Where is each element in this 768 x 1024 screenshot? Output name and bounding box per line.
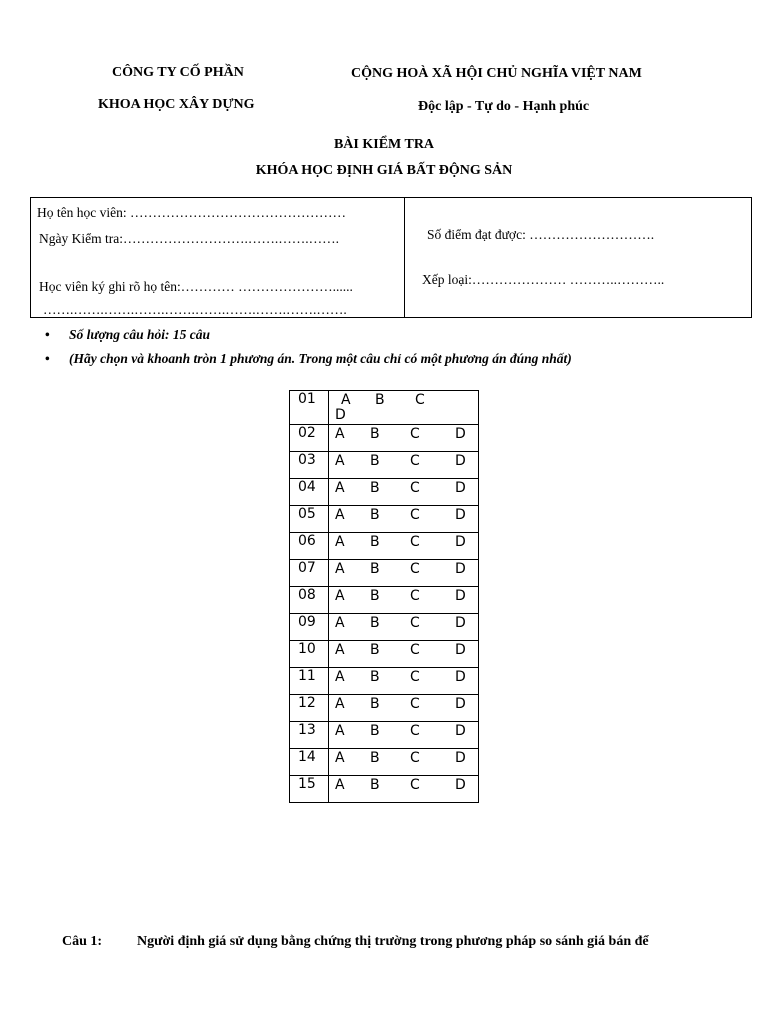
- rating-field[interactable]: Xếp loại:………………… ………..………..: [422, 272, 665, 287]
- question-1-label: Câu 1:: [62, 934, 103, 949]
- info-box-divider: [404, 198, 405, 317]
- answer-option-d[interactable]: D: [455, 507, 466, 523]
- answer-options-cell: [329, 614, 479, 641]
- answer-option-d[interactable]: D: [455, 588, 466, 604]
- answer-row: [290, 695, 479, 722]
- answer-option-b[interactable]: B: [370, 669, 380, 685]
- answer-option-d[interactable]: D: [455, 696, 466, 712]
- signature-field-continued[interactable]: …….…….…….…….…….…….…….…….…….…….: [43, 302, 347, 317]
- answer-option-c[interactable]: C: [410, 453, 420, 469]
- answer-option-d[interactable]: D: [455, 642, 466, 658]
- answer-row: [290, 533, 479, 560]
- answer-option-b[interactable]: B: [370, 696, 380, 712]
- question-number: 02: [290, 425, 329, 452]
- answer-option-d[interactable]: D: [455, 750, 466, 766]
- answer-options-cell: [329, 560, 479, 587]
- answer-option-d[interactable]: D: [455, 453, 466, 469]
- answer-sheet-table: [289, 390, 479, 803]
- answer-option-b[interactable]: B: [370, 642, 380, 658]
- answer-row: [290, 749, 479, 776]
- answer-option-b[interactable]: B: [370, 750, 380, 766]
- answer-option-b[interactable]: B: [370, 777, 380, 793]
- answer-option-b[interactable]: B: [375, 392, 385, 408]
- answer-option-b[interactable]: B: [370, 453, 380, 469]
- score-field[interactable]: Số điểm đạt được: ……………………….: [427, 227, 655, 242]
- answer-options-cell: [329, 749, 479, 776]
- answer-option-b[interactable]: B: [370, 588, 380, 604]
- answer-option-b[interactable]: B: [370, 507, 380, 523]
- answer-row: [290, 506, 479, 533]
- exam-title: BÀI KIỂM TRA: [333, 137, 435, 152]
- answer-option-a[interactable]: A: [335, 426, 345, 442]
- answer-option-a[interactable]: A: [335, 642, 345, 658]
- answer-option-c[interactable]: C: [410, 750, 420, 766]
- answer-option-c[interactable]: C: [410, 588, 420, 604]
- answer-row: [290, 425, 479, 452]
- answer-option-d[interactable]: D: [455, 723, 466, 739]
- answer-row: [290, 641, 479, 668]
- answer-option-d[interactable]: D: [455, 615, 466, 631]
- answer-row: [290, 560, 479, 587]
- answer-option-c[interactable]: C: [410, 696, 420, 712]
- answer-option-c[interactable]: C: [410, 561, 420, 577]
- question-number: 04: [290, 479, 329, 506]
- exam-date-field[interactable]: Ngày Kiểm tra:……………………….…….…….…….: [39, 231, 339, 246]
- question-number: 11: [290, 668, 329, 695]
- answer-options-cell: [329, 452, 479, 479]
- question-number: 13: [290, 722, 329, 749]
- answer-option-c[interactable]: C: [410, 507, 420, 523]
- answer-option-d[interactable]: D: [455, 669, 466, 685]
- question-number: 10: [290, 641, 329, 668]
- answer-option-d[interactable]: D: [455, 561, 466, 577]
- question-count-text: Số lượng câu hỏi: 15 câu: [69, 327, 210, 342]
- answer-options-cell: [329, 391, 479, 425]
- answer-option-d[interactable]: D: [455, 777, 466, 793]
- answer-options-cell: [329, 587, 479, 614]
- answer-option-a[interactable]: A: [335, 534, 345, 550]
- signature-field[interactable]: Học viên ký ghi rõ họ tên:………… …………………......: [39, 279, 353, 294]
- question-number: 07: [290, 560, 329, 587]
- answer-option-a[interactable]: A: [341, 392, 351, 408]
- answer-row: [290, 479, 479, 506]
- answer-options-cell: [329, 668, 479, 695]
- answer-option-c[interactable]: C: [410, 534, 420, 550]
- course-title: KHÓA HỌC ĐỊNH GIÁ BẤT ĐỘNG SẢN: [255, 163, 513, 178]
- answer-option-c[interactable]: C: [410, 669, 420, 685]
- question-number: 12: [290, 695, 329, 722]
- question-number: 08: [290, 587, 329, 614]
- answer-row: [290, 614, 479, 641]
- answer-option-a[interactable]: A: [335, 696, 345, 712]
- answer-option-a[interactable]: A: [335, 777, 345, 793]
- answer-options-cell: [329, 533, 479, 560]
- bullet-dot: •: [45, 327, 50, 342]
- answer-row: [290, 587, 479, 614]
- answer-row: [290, 452, 479, 479]
- answer-option-c[interactable]: C: [415, 392, 425, 408]
- answer-option-d[interactable]: D: [335, 407, 346, 423]
- answer-option-a[interactable]: A: [335, 669, 345, 685]
- answer-option-a[interactable]: A: [335, 588, 345, 604]
- question-number: 14: [290, 749, 329, 776]
- question-number: 01: [290, 391, 329, 425]
- bullet-dot: •: [45, 351, 50, 366]
- company-name-line2: KHOA HỌC XÂY DỰNG: [98, 97, 255, 112]
- nation-motto: Độc lập - Tự do - Hạnh phúc: [418, 99, 590, 114]
- answer-option-b[interactable]: B: [370, 723, 380, 739]
- answer-option-b[interactable]: B: [370, 561, 380, 577]
- answer-row: [290, 668, 479, 695]
- answer-options-cell: [329, 425, 479, 452]
- answer-options-cell: [329, 695, 479, 722]
- instruction-note-text: (Hãy chọn và khoanh tròn 1 phương án. Trong một câu chỉ có một phương án đúng nhất): [69, 351, 572, 366]
- question-1-text: Người định giá sử dụng bằng chứng thị trường trong phương pháp so sánh giá bán để: [137, 934, 649, 949]
- answer-options-cell: [329, 776, 479, 803]
- answer-option-b[interactable]: B: [370, 615, 380, 631]
- answer-option-a[interactable]: A: [335, 507, 345, 523]
- nation-title: CỘNG HOÀ XÃ HỘI CHỦ NGHĨA VIỆT NAM: [351, 66, 642, 81]
- answer-options-cell: [329, 506, 479, 533]
- company-name-line1: CÔNG TY CỐ PHẦN: [112, 65, 244, 80]
- answer-option-c[interactable]: C: [410, 777, 420, 793]
- answer-option-d[interactable]: D: [455, 426, 466, 442]
- answer-options-cell: [329, 479, 479, 506]
- question-number: 15: [290, 776, 329, 803]
- answer-option-c[interactable]: C: [410, 426, 420, 442]
- question-number: 06: [290, 533, 329, 560]
- answer-option-b[interactable]: B: [370, 534, 380, 550]
- answer-options-cell: [329, 722, 479, 749]
- question-number: 03: [290, 452, 329, 479]
- answer-option-c[interactable]: C: [410, 480, 420, 496]
- answer-option-a[interactable]: A: [335, 723, 345, 739]
- answer-option-b[interactable]: B: [370, 426, 380, 442]
- answer-option-c[interactable]: C: [410, 723, 420, 739]
- answer-option-d[interactable]: D: [455, 480, 466, 496]
- answer-option-b[interactable]: B: [370, 480, 380, 496]
- answer-option-a[interactable]: A: [335, 615, 345, 631]
- question-number: 05: [290, 506, 329, 533]
- answer-row: [290, 391, 479, 425]
- answer-option-a[interactable]: A: [335, 561, 345, 577]
- answer-option-c[interactable]: C: [410, 615, 420, 631]
- answer-row: [290, 776, 479, 803]
- answer-option-a[interactable]: A: [335, 453, 345, 469]
- student-info-box: [30, 197, 752, 318]
- answer-option-a[interactable]: A: [335, 750, 345, 766]
- answer-option-c[interactable]: C: [410, 642, 420, 658]
- answer-option-d[interactable]: D: [455, 534, 466, 550]
- answer-row: [290, 722, 479, 749]
- answer-options-cell: [329, 641, 479, 668]
- answer-option-a[interactable]: A: [335, 480, 345, 496]
- question-number: 09: [290, 614, 329, 641]
- student-name-field[interactable]: Họ tên học viên: …………………………………………: [37, 205, 346, 220]
